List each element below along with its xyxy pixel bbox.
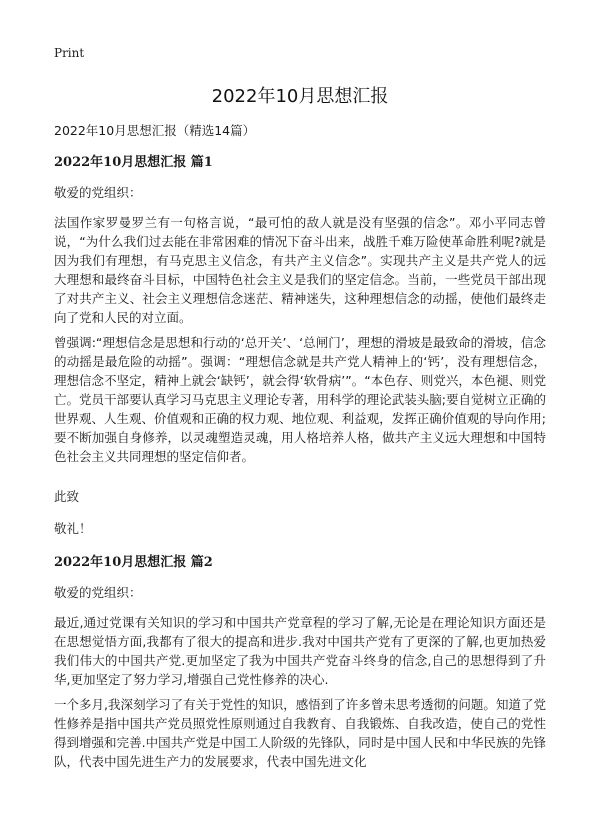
paragraph-1-1: 法国作家罗曼罗兰有一句格言说，“最可怕的敌人就是没有坚强的信念”。邓小平同志曾说，“为什么我们过去能在非常困难的情况下奋斗出来，战胜千难万险使革命胜利呢?就是因为我们有理想，有马克思主义信念，有共产主义信念”。实现共产主义是共产党人的远大理想和最终奋斗目标，中国特色社会主义是我们的坚定信念。当前，一些党员干部出现了对共产主义、社会主义理想信念迷茫、精神迷失，这种理想信念的动摇，使他们最终走向了党和人民的对立面。 (54, 215, 546, 325)
paragraph-2-2: 一个多月,我深刻学习了有关于党性的知识，感悟到了许多曾未思考透彻的问题。知道了党性修养是指中国共产党员照党性原则通过自我教育、自我锻炼、自我改造，使自己的党性得到增强和完善.中国共产党是中国工人阶级的先锋队，同时是中国人民和中华民族的先锋队，代表中国先进生产力的发展要求，代表中国先进文化 (54, 697, 546, 769)
section-heading-2: 2022年10月思想汇报 篇2 (54, 555, 213, 570)
salutation-2: 敬爱的党组织： (54, 585, 142, 600)
paragraph-1-2: 曾强调:“理想信念是思想和行动的‘总开关’、‘总闸门’，理想的滑坡是最致命的滑坡，信念的动摇是最危险的动摇”。强调：“理想信念就是共产党人精神上的‘钙’，没有理想信念，理想信念不坚定，精神上就会‘缺钙’，就会得‘软骨病’”。“本色存、则党兴，本色褪、则党亡。党员干部要认真学习马克思主义理论专著，用科学的理论武装头脑;要自觉树立正确的世界观、人生观、价值观和正确的权力观、地位观、利益观，发挥正确价值观的导向作用;要不断加强自身修养，以灵魂塑造灵魂，用人格培养人格，做共产主义远大理想和中国特色社会主义共同理想的坚定信仰者。 (54, 335, 546, 464)
print-link[interactable]: Print (54, 46, 85, 60)
document-title: 2022年10月思想汇报 (211, 86, 389, 107)
section-heading-1: 2022年10月思想汇报 篇1 (54, 155, 213, 170)
paragraph-2-1: 最近,通过党课有关知识的学习和中国共产党章程的学习了解,无论是在理论知识方面还是在思想觉悟方面,我都有了很大的提高和进步.我对中国共产党有了更深的了解,也更加热爱我们伟大的中国共产党.更加坚定了我为中国共产党奋斗终身的信念,自己的思想得到了升华,更加坚定了努力学习,增强自己党性修养的决心. (54, 615, 546, 687)
closing-respect: 敬礼！ (54, 521, 92, 536)
closing-salutation: 此致 (54, 489, 80, 504)
document-subtitle: 2022年10月思想汇报（精选14篇） (54, 123, 256, 138)
salutation-1: 敬爱的党组织： (54, 185, 142, 200)
